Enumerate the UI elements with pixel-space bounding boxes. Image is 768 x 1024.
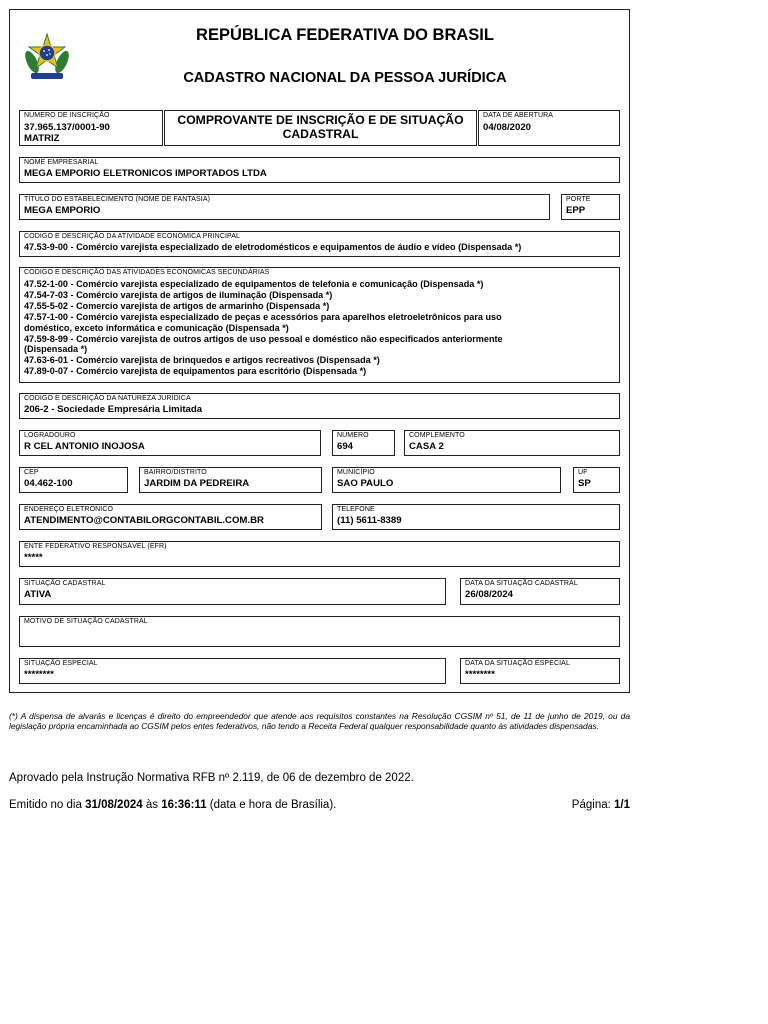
abertura-label: DATA DE ABERTURA xyxy=(483,112,554,119)
emitido-date: 31/08/2024 xyxy=(85,799,143,811)
motivo-label: MOTIVO DE SITUAÇÃO CADASTRAL xyxy=(24,618,148,625)
data-situacao-box xyxy=(460,578,620,605)
email-value: ATENDIMENTO@CONTABILORGCONTABIL.COM.BR xyxy=(24,515,264,526)
situacao-cadastral-label: SITUAÇÃO CADASTRAL xyxy=(24,580,106,587)
list-item: 47.54-7-03 - Comércio varejista de artigos de iluminação (Dispensada *) xyxy=(24,289,333,300)
pagina-label: Página: xyxy=(571,799,614,811)
list-item: 47.55-5-02 - Comercio varejista de artigos de armarinho (Dispensada *) xyxy=(24,300,330,311)
cep-label: CEP xyxy=(24,469,39,476)
numero-value: 694 xyxy=(337,441,354,452)
uf-label: UF xyxy=(578,469,588,476)
municipio-label: MUNICÍPIO xyxy=(337,469,375,476)
efr-value: ***** xyxy=(24,552,43,563)
situacao-cadastral-box xyxy=(19,578,446,605)
emitido-prefix: Emitido no dia xyxy=(9,799,86,811)
list-item: 47.63-6-01 - Comércio varejista de brinquedos e artigos recreativos (Dispensada *) xyxy=(24,355,380,366)
porte-value: EPP xyxy=(566,205,586,216)
data-situacao-especial-value: ******** xyxy=(465,669,495,680)
list-item: 47.52-1-00 - Comércio varejista especializado de equipamentos de telefonia e comunicação (Dispensada *) xyxy=(24,279,484,289)
complemento-box xyxy=(404,430,620,456)
comprovante-box xyxy=(164,110,477,146)
natureza-juridica-box xyxy=(19,393,620,419)
atividades-secundarias-box xyxy=(19,267,620,383)
logradouro-label: LOGRADOURO xyxy=(24,432,76,439)
efr-box xyxy=(19,541,620,567)
situacao-especial-value: ******** xyxy=(24,669,54,680)
list-item: 47.57-1-00 - Comércio varejista especializado de peças e acessórios para aparelhos eletroeletrônicos para uso xyxy=(24,311,502,322)
atividade-principal-box xyxy=(19,231,620,257)
atividade-principal-value: 47.53-9-00 - Comércio varejista especializado de eletrodomésticos e equipamentos de áudio e vídeo (Dispensada *) xyxy=(24,242,522,252)
cadastro-title: CADASTRO NACIONAL DA PESSOA JURÍDICA xyxy=(183,70,507,86)
comprovante-title xyxy=(165,113,476,141)
emitido-mid: às xyxy=(142,799,162,811)
situacao-cadastral-value: ATIVA xyxy=(24,589,52,600)
cep-box xyxy=(19,467,128,493)
email-box xyxy=(19,504,322,530)
republic-title: REPÚBLICA FEDERATIVA DO BRASIL xyxy=(196,26,494,44)
inscricao-numero: 37.965.137/0001-90 xyxy=(24,122,110,133)
emitido-time: 16:36:11 xyxy=(161,799,207,811)
inscricao-box xyxy=(19,110,163,146)
atividade-principal-label: CÓDIGO E DESCRIÇÃO DA ATIVIDADE ECONÔMICA PRINCIPAL xyxy=(24,233,241,240)
abertura-box xyxy=(478,110,620,146)
inscricao-label: NÚMERO DE INSCRIÇÃO xyxy=(24,112,110,119)
data-situacao-especial-box xyxy=(460,658,620,684)
atividades-secundarias-list xyxy=(24,279,503,377)
porte-label: PORTE xyxy=(566,196,591,203)
list-item: 47.59-8-99 - Comércio varejista de outros artigos de uso pessoal e doméstico não especificados anteriormente xyxy=(24,333,503,344)
inscricao-tipo: MATRIZ xyxy=(24,133,60,144)
pagina-value: 1/1 xyxy=(614,799,630,811)
porte-box xyxy=(561,194,620,220)
complemento-value: CASA 2 xyxy=(409,441,444,452)
comprovante-title-line1: COMPROVANTE DE INSCRIÇÃO E DE SITUAÇÃO xyxy=(177,113,464,127)
emitido-suffix: (data e hora de Brasília). xyxy=(206,799,337,811)
list-item: (Dispensada *) xyxy=(24,344,88,355)
nome-empresarial-box xyxy=(19,157,620,183)
municipio-box xyxy=(332,467,561,493)
motivo-box xyxy=(19,616,620,647)
telefone-value: (11) 5611-8389 xyxy=(337,515,402,526)
logradouro-value: R CEL ANTONIO INOJOSA xyxy=(24,441,145,452)
comprovante-title-line2: CADASTRAL xyxy=(282,127,359,141)
complemento-label: COMPLEMENTO xyxy=(409,432,465,439)
data-situacao-especial-label: DATA DA SITUAÇÃO ESPECIAL xyxy=(465,660,570,667)
efr-label: ENTE FEDERATIVO RESPONSÁVEL (EFR) xyxy=(24,543,167,550)
telefone-box xyxy=(332,504,620,530)
fantasia-box xyxy=(19,194,550,220)
logradouro-box xyxy=(19,430,321,456)
situacao-especial-label: SITUAÇÃO ESPECIAL xyxy=(24,660,98,667)
data-situacao-value: 26/08/2024 xyxy=(465,589,514,600)
list-item: doméstico, exceto informática e comunicação (Dispensada *) xyxy=(24,322,289,333)
cep-value: 04.462-100 xyxy=(24,478,73,489)
atividades-secundarias-label: CÓDIGO E DESCRIÇÃO DAS ATIVIDADES ECONÔMICAS SECUNDÁRIAS xyxy=(24,269,270,276)
emitido-text xyxy=(9,799,336,811)
fantasia-label: TÍTULO DO ESTABELECIMENTO (NOME DE FANTASIA) xyxy=(24,196,211,203)
situacao-especial-box xyxy=(19,658,446,684)
bairro-box xyxy=(139,467,322,493)
aprovado-text: Aprovado pela Instrução Normativa RFB nº 2.119, de 06 de dezembro de 2022. xyxy=(9,772,414,784)
municipio-value: SAO PAULO xyxy=(337,478,394,489)
abertura-value: 04/08/2020 xyxy=(483,122,532,133)
natureza-juridica-label: CÓDIGO E DESCRIÇÃO DA NATUREZA JURÍDICA xyxy=(24,395,191,402)
fantasia-value: MEGA EMPORIO xyxy=(24,205,101,216)
bairro-label: BAIRRO/DISTRITO xyxy=(144,469,207,476)
page-indicator xyxy=(572,799,630,811)
brasil-coat-of-arms-icon xyxy=(23,32,71,84)
email-label: ENDEREÇO ELETRÔNICO xyxy=(24,506,114,513)
natureza-juridica-value: 206-2 - Sociedade Empresária Limitada xyxy=(24,404,203,415)
numero-label: NÚMERO xyxy=(337,432,369,439)
bairro-value: JARDIM DA PEDREIRA xyxy=(144,478,250,489)
dispensa-footnote: (*) A dispensa de alvarás e licenças é direito do empreendedor que atende aos requisitos constantes na Resolução CGSIM nº 51, de 11 de junho de 2019, ou da legislação própria encaminhada ao CGSIM pelos entes federativos, não tendo a Receita Federal qualquer responsabilidade quanto às atividades dispensadas. xyxy=(9,711,630,732)
nome-empresarial-value: MEGA EMPORIO ELETRONICOS IMPORTADOS LTDA xyxy=(24,168,267,179)
nome-empresarial-label: NOME EMPRESARIAL xyxy=(24,159,99,166)
uf-value: SP xyxy=(578,478,591,489)
list-item: 47.89-0-07 - Comércio varejista de equipamentos para escritório (Dispensada *) xyxy=(24,366,367,377)
uf-box xyxy=(573,467,620,493)
data-situacao-label: DATA DA SITUAÇÃO CADASTRAL xyxy=(465,580,578,587)
telefone-label: TELEFONE xyxy=(337,506,375,513)
numero-box xyxy=(332,430,395,456)
